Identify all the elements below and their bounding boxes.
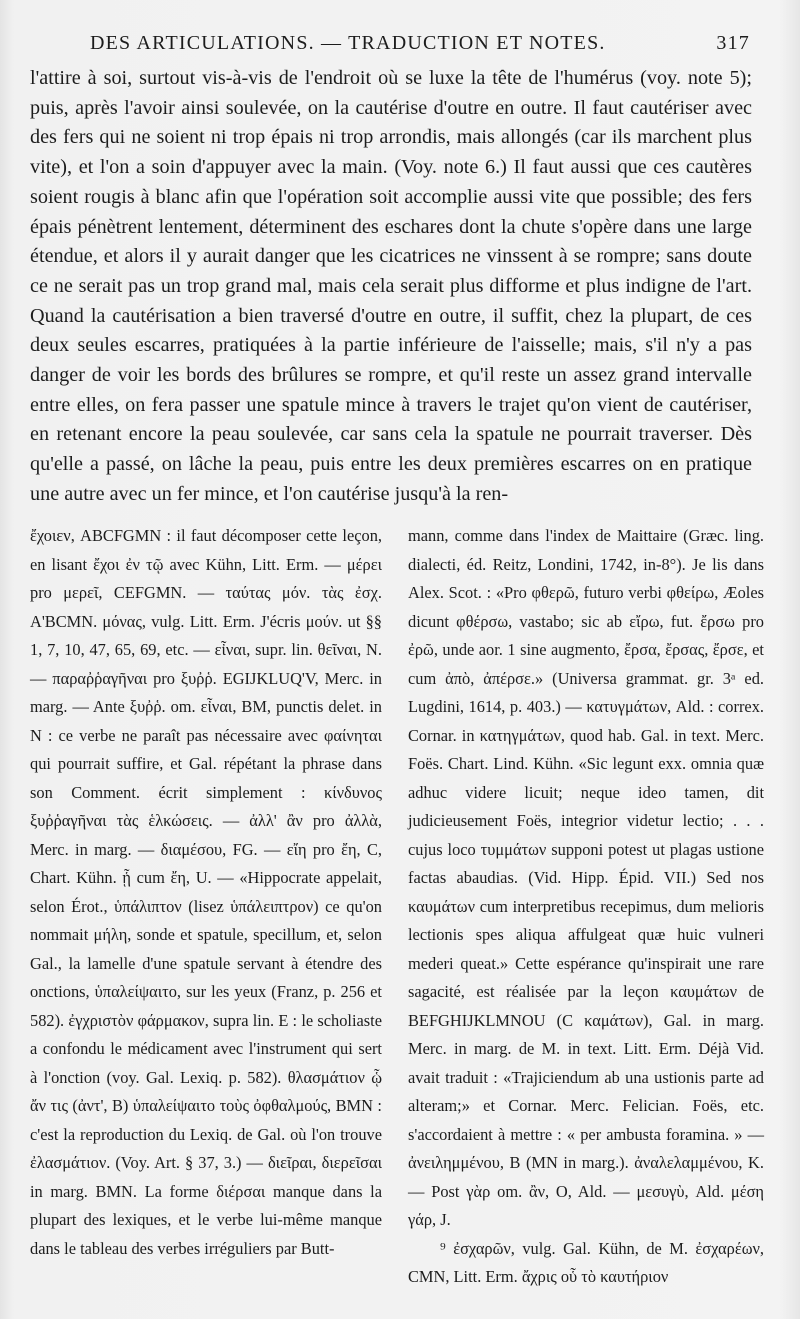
notes-column-right bbox=[408, 522, 764, 1292]
note-text-left: ἔχοιεν, ABCFGMN : il faut décomposer cette leçon, en lisant ἔχοι ἐν τῷ avec Kühn, Litt. Erm. — μέρει pro μερεῖ, CEFGMN. — ταύτας μόν. τὰς ἐσχ. A'BCMN. μόνας, vulg. Litt. Erm. J'écris μούν. ut §§ 1, 7, 10, 47, 65, 69, etc. — εἶναι, supr. lin. θεῖναι, N. — παραῤῥαγῆναι pro ξυῤῥ. EGIJKLUQ'V, Merc. in marg. — Ante ξυῤῥ. om. εἶναι, BM, punctis delet. in N : ce verbe ne paraît pas nécessaire avec φαίνηται qui pourrait suffire, et Gal. répétant la phrase dans son Comment. écrit simplement : κίνδυνος ξυῤῥαγῆναι τὰς ἑλκώσεις. — ἀλλ' ἂν pro ἀλλὰ, Merc. in marg. — διαμέσου, FG. — εἴη pro ἔη, C, Chart. Kühn. ᾗ cum ἔη, U. — «Hippocrate appelait, selon Érot., ὑπάλιπτον (lisez ὑπάλειπτρον) ce qu'on nommait μήλη, sonde et spatule, specillum, et, selon Gal., la lamelle d'une spatule servant à étendre des onctions, ὑπαλείψαιτο, sur les yeux (Franz, p. 256 et 582). ἐγχριστὸν φάρμακον, supra lin. E : le scholiaste a confondu le médicament avec l'instrument qui sert à l'onction (voy. Gal. Lexiq. p. 582). θλασμάτιον ᾧ ἄν τις (ἀντ', B) ὑπαλείψαιτο τοὺς ὀφθαλμούς, BMN : c'est la reproduction du Lexiq. de Gal. où l'on trouve ἐλασμάτιον. (Voy. Art. § 37, 3.) — διεῖραι, διερεῖσαι in marg. BMN. La forme διέρσαι manque dans la plupart des lexiques, et le verbe lui-même manque dans le tableau des verbes irréguliers par Butt- bbox=[30, 526, 382, 1258]
note-text-right: mann, comme dans l'index de Maittaire (Græc. ling. dialecti, éd. Reitz, Londini, 1742, in-8°). Je lis dans Alex. Scot. : «Pro φθερῶ, futuro verbi φθείρω, Æoles dicunt φθέρσω, vastabo; sic ab εἴρω, fut. ἔρσω pro ἐρῶ, unde aor. 1 sine augmento, ἔρσα, ἔρσας, ἔρσε, et cum ἀπὸ, ἀπέρσε.» (Universa grammat. gr. 3ᵃ ed. Lugdini, 1614, p. 403.) — κατυγμάτων, Ald. : correx. Cornar. in κατηγμάτων, quod hab. Gal. in text. Merc. Foës. Chart. Lind. Kühn. «Sic legunt exx. omnia quæ adhuc videre licuit; neque ideo tamen, dit judicieusement Foës, integrior videtur lectio; . . . cujus loco τυμμάτων supponi potest ut plagas ustione factas abaudias. (Vid. Hipp. Épid. VII.) Sed nos καυμάτων cum interpretibus recepimus, dum melioris lectionis spes aliqua affulgeat quæ huic vulneri mederi queat.» Cette espérance qu'inspirait une rare sagacité, est réalisée par la leçon καυμάτων de BEFGHIJKLMNOU (C καμάτων), Gal. in marg. Merc. in marg. de M. in text. Litt. Erm. Déjà Vid. avait traduit : «Trajiciendum ab una ustionis parte ad alteram;» et Cornar. Merc. Felician. Foës, etc. s'accordaient à mettre : « per ambusta foramina. » — ἀνειλημμένου, B (MN in marg.). ἀναλελαμμένου, K. — Post γὰρ om. ἂν, O, Ald. — μεσυγὺ, Ald. μέση γάρ, J. bbox=[408, 526, 764, 1229]
running-title: DES ARTICULATIONS. — TRADUCTION ET NOTES. bbox=[90, 32, 606, 54]
main-text-block bbox=[30, 64, 752, 510]
running-header bbox=[90, 28, 750, 58]
page-number: 317 bbox=[716, 32, 750, 54]
notes-column-left bbox=[30, 522, 382, 1263]
main-paragraph: l'attire à soi, surtout vis-à-vis de l'endroit où se luxe la tête de l'humérus (voy. note 5); puis, après l'avoir ainsi soulevée, on la cautérise d'outre en outre. Il faut cautériser avec des fers qui ne soient ni trop épais ni trop arrondis, mais allongés (car ils marchent plus vite), et l'on a soin d'appuyer avec la main. (Voy. note 6.) Il faut aussi que ces cautères soient rougis à blanc afin que l'opération soit accomplie aussi vite que possible; des fers épais pénètrent lentement, déterminent des eschares dont la chute s'opère dans une large étendue, et alors il y aurait danger que les cicatrices ne vinssent à se rompre; sans doute ce ne serait pas un trop grand mal, mais cela serait plus difforme et plus indigne de l'art. Quand la cautérisation a bien traversé d'outre en outre, il suffit, chez la plupart, de ces deux seules escarres, pratiquées à la partie inférieure de l'aisselle; mais, s'il n'y a pas danger de voir les bords des brûlures se rompre, et qu'il reste un assez grand intervalle entre elles, on fera passer une spatule mince à travers le trajet qu'on vient de cautériser, en retenant encore la peau soulevée, car sans cela la spatule ne pourrait traverser. Dès qu'elle a passé, on lâche la peau, puis entre les deux premières escarres on en pratique une autre avec un fer mince, et l'on cautérise jusqu'à la ren- bbox=[30, 67, 752, 505]
footnote-9: ⁹ ἐσχαρῶν, vulg. Gal. Kühn, de M. ἐσχαρέων, CMN, Litt. Erm. ἄχρις οὗ τὸ καυτήριον bbox=[408, 1238, 764, 1286]
